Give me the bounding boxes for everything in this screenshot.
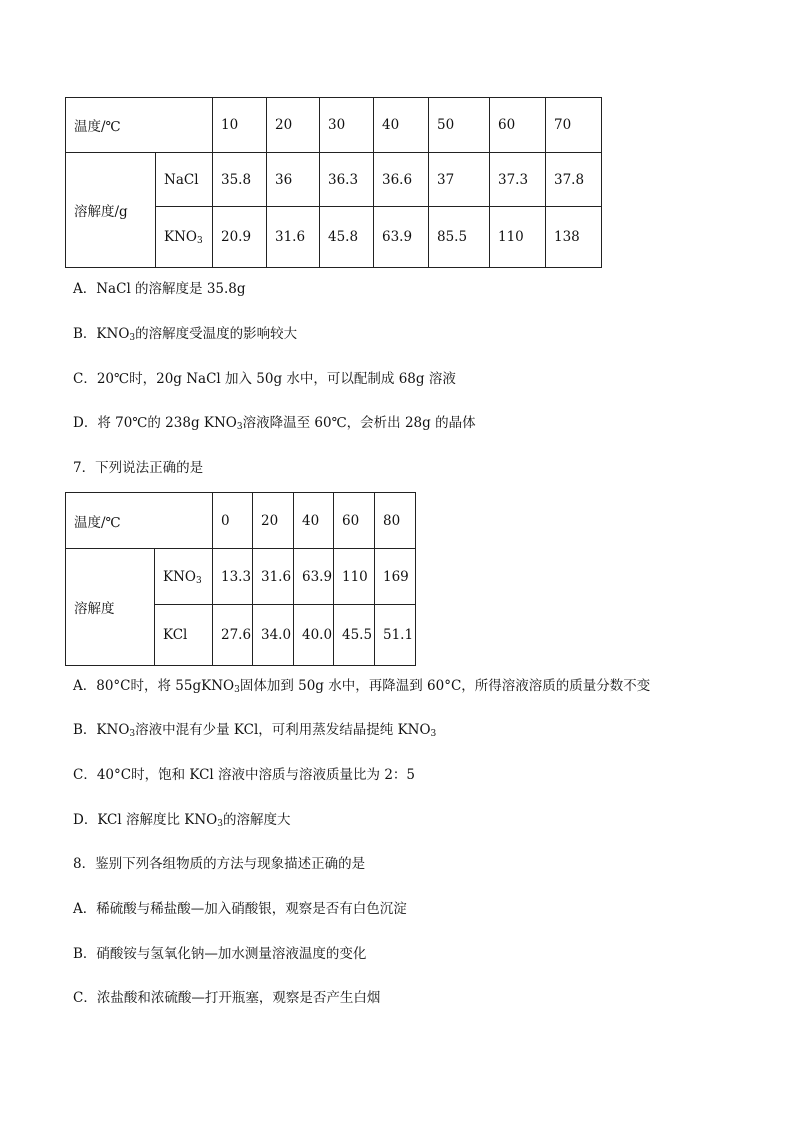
temperature-cell: 20: [267, 98, 320, 153]
table-row: [66, 493, 416, 549]
temperature-cell: 0: [213, 493, 253, 549]
value-cell: 63.9: [294, 549, 334, 605]
q8-option-a: A．稀硫酸与稀盐酸—加入硝酸银，观察是否有白色沉淀: [73, 901, 407, 917]
value-cell: 63.9: [374, 207, 429, 268]
option-d: D．将 70℃的 238g $KNO_3$溶液降温至 60℃，会析出 28g 的晶体: [73, 415, 476, 432]
temperature-cell: 60: [334, 493, 375, 549]
option-c: C．20℃时，20g NaCl 加入 50g 水中，可以配制成 68g 溶液: [73, 371, 456, 387]
value-cell: 138: [546, 207, 602, 268]
temperature-cell: 40: [374, 98, 429, 153]
q8-option-c: C．浓盐酸和浓硫酸—打开瓶塞，观察是否产生白烟: [73, 990, 381, 1006]
solubility-group-label: 溶解度/g: [66, 153, 156, 268]
substance-name: KCl: [155, 605, 213, 666]
temperature-cell: 10: [213, 98, 267, 153]
value-cell: 31.6: [253, 549, 294, 605]
value-cell: 110: [490, 207, 546, 268]
value-cell: 13.3: [213, 549, 253, 605]
temperature-cell: 80: [375, 493, 416, 549]
value-cell: 51.1: [375, 605, 416, 666]
value-cell: 37.8: [546, 153, 602, 207]
solubility-group-label: 溶解度: [66, 549, 155, 666]
temperature-cell: 20: [253, 493, 294, 549]
q7-option-a: A．80°C时，将 55gKNO$_3$固体加到 50g 水中，再降温到 60°C，所得溶液溶质的质量分数不变: [73, 678, 651, 695]
value-cell: 34.0: [253, 605, 294, 666]
value-cell: 36.6: [374, 153, 429, 207]
question-8-title: 8．鉴别下列各组物质的方法与现象描述正确的是: [73, 856, 366, 872]
value-cell: 36.3: [320, 153, 374, 207]
value-cell: 45.5: [334, 605, 375, 666]
temperature-cell: 30: [320, 98, 374, 153]
temperature-cell: 60: [490, 98, 546, 153]
solubility-table-2: [65, 492, 416, 666]
temperature-cell: 70: [546, 98, 602, 153]
temperature-header: 温度/℃: [66, 98, 213, 153]
temperature-cell: 50: [429, 98, 490, 153]
value-cell: 35.8: [213, 153, 267, 207]
question-7-title: 7．下列说法正确的是: [73, 460, 204, 476]
table-row: [66, 153, 602, 207]
q7-option-d: D．KCl 溶解度比 $KNO_3$的溶解度大: [73, 812, 291, 829]
option-b: B．$KNO_3$的溶解度受温度的影响较大: [73, 326, 298, 343]
value-cell: 20.9: [213, 207, 267, 268]
table-row: [66, 98, 602, 153]
q8-option-b: B．硝酸铵与氢氧化钠—加水测量溶液温度的变化: [73, 946, 367, 962]
value-cell: 169: [375, 549, 416, 605]
value-cell: 110: [334, 549, 375, 605]
solubility-table-1: [65, 97, 602, 268]
value-cell: 27.6: [213, 605, 253, 666]
table-row: [66, 549, 416, 605]
temperature-cell: 40: [294, 493, 334, 549]
q7-option-c: C．40°C时，饱和 KCl 溶液中溶质与溶液质量比为 2：5: [73, 767, 416, 783]
option-a: A．NaCl 的溶解度是 35.8g: [73, 281, 246, 297]
q7-option-b: B．$KNO_3$溶液中混有少量 KCl，可利用蒸发结晶提纯 $KNO_3$: [73, 722, 437, 739]
substance-name: $KNO_3$: [156, 207, 213, 268]
substance-name: $KNO_3$: [155, 549, 213, 605]
value-cell: 85.5: [429, 207, 490, 268]
value-cell: 37: [429, 153, 490, 207]
value-cell: 40.0: [294, 605, 334, 666]
value-cell: 37.3: [490, 153, 546, 207]
temperature-header: 温度/℃: [66, 493, 213, 549]
value-cell: 36: [267, 153, 320, 207]
value-cell: 31.6: [267, 207, 320, 268]
substance-name: NaCl: [156, 153, 213, 207]
value-cell: 45.8: [320, 207, 374, 268]
